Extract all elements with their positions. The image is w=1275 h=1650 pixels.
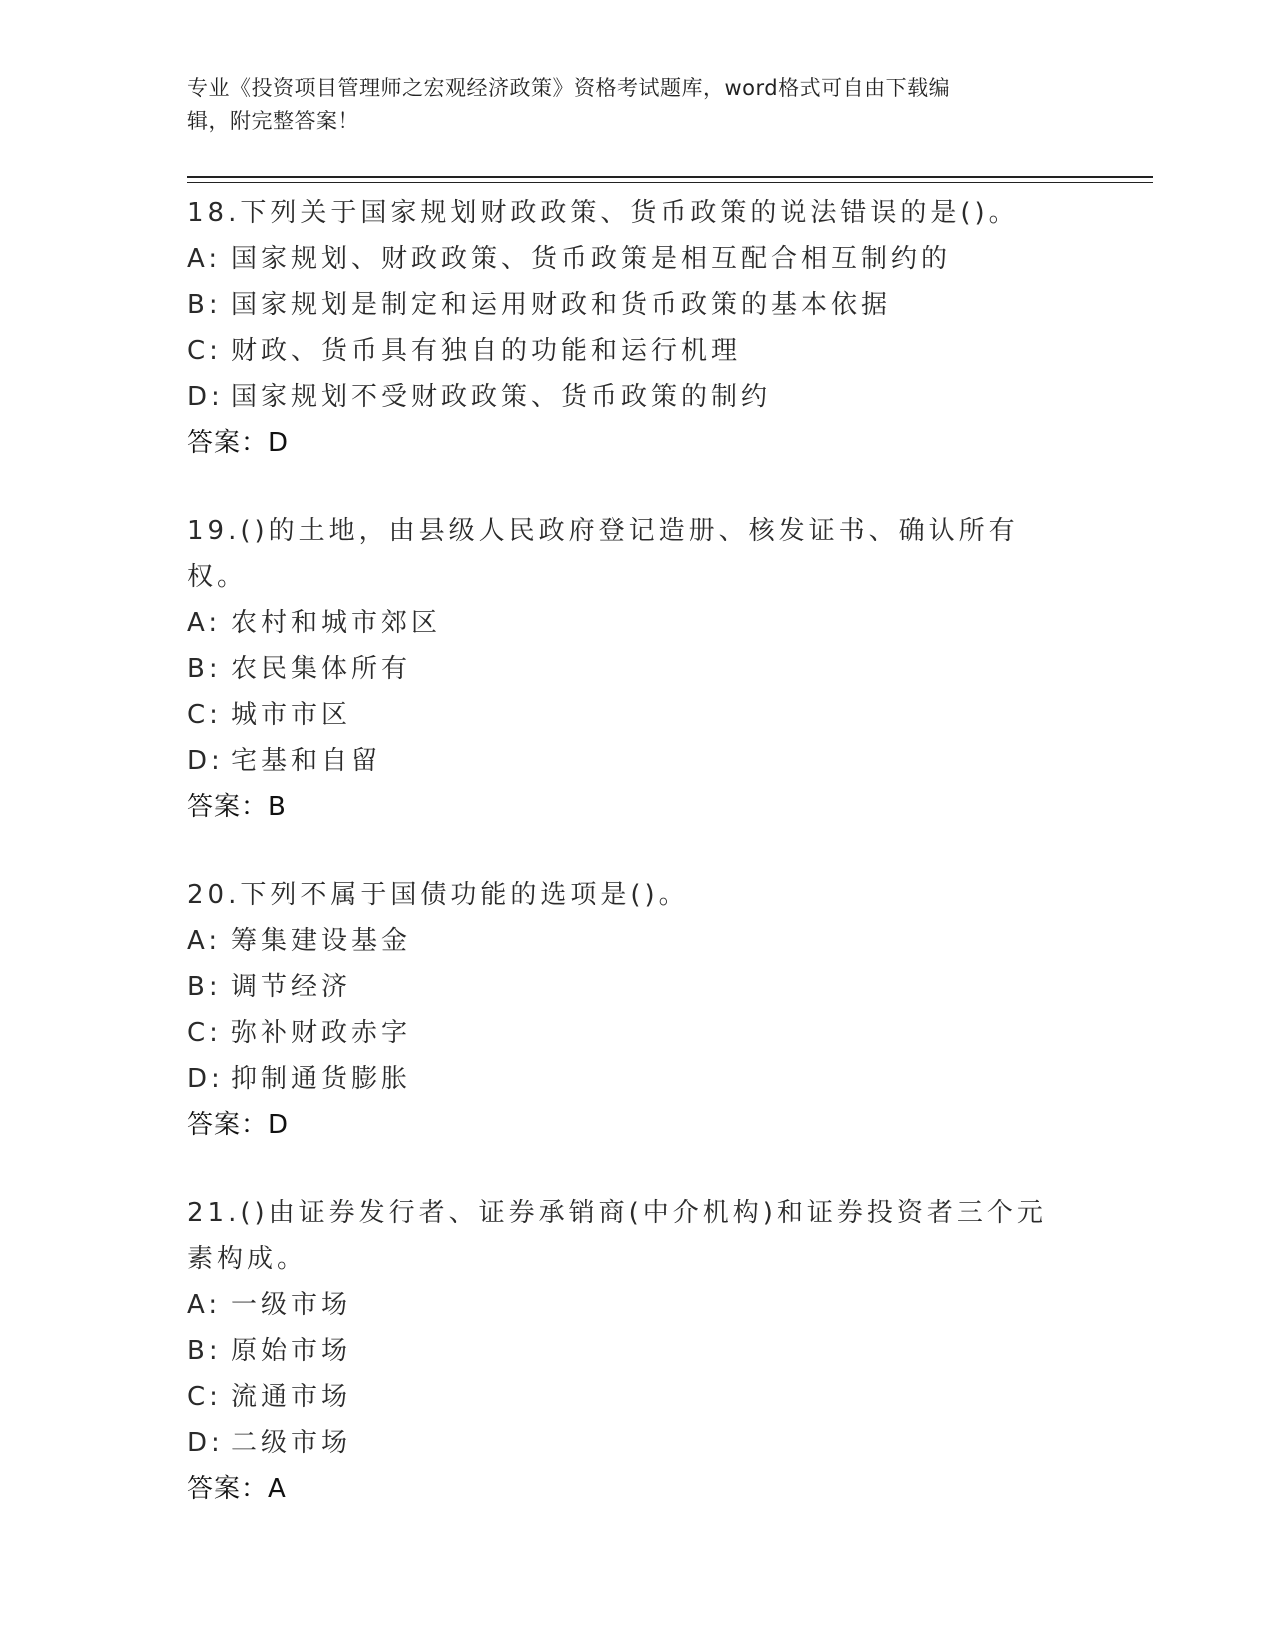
- option-letter: B:: [187, 1336, 222, 1366]
- option-a: [187, 1282, 1087, 1328]
- option-text: 国家规划是制定和运用财政和货币政策的基本依据: [231, 290, 892, 320]
- option-text: 原始市场: [231, 1336, 352, 1366]
- answer-value: B: [268, 792, 286, 822]
- option-letter: A:: [187, 608, 222, 638]
- document-header: [187, 72, 1067, 138]
- option-a: [187, 600, 1087, 646]
- answer-line: [187, 1466, 1087, 1512]
- option-d: [187, 374, 1087, 420]
- option-text: 国家规划不受财政政策、货币政策的制约: [231, 382, 772, 412]
- question-19: [187, 508, 1087, 830]
- option-text: 农民集体所有: [231, 654, 412, 684]
- option-c: [187, 1010, 1087, 1056]
- option-text: 二级市场: [231, 1428, 352, 1458]
- answer-label: 答案：: [187, 1110, 269, 1140]
- option-letter: A:: [187, 926, 222, 956]
- option-letter: B:: [187, 972, 222, 1002]
- answer-value: A: [268, 1474, 286, 1504]
- option-letter: D:: [187, 746, 224, 776]
- option-text: 宅基和自留: [231, 746, 382, 776]
- question-stem: 19.()的土地，由县级人民政府登记造册、核发证书、确认所有权。: [187, 516, 1019, 592]
- option-b: [187, 964, 1087, 1010]
- option-a: [187, 918, 1087, 964]
- header-line-2: 辑，附完整答案！: [187, 109, 359, 133]
- option-text: 弥补财政赤字: [231, 1018, 412, 1048]
- answer-label: 答案：: [187, 428, 269, 458]
- question-20: [187, 872, 1087, 1148]
- question-21: [187, 1190, 1087, 1512]
- option-d: [187, 1420, 1087, 1466]
- question-stem: 21.()由证券发行者、证券承销商(中介机构)和证券投资者三个元素构成。: [187, 1198, 1047, 1274]
- option-a: [187, 236, 1087, 282]
- header-line-1: 专业《投资项目管理师之宏观经济政策》资格考试题库，word格式可自由下载编: [187, 76, 951, 100]
- question-18: [187, 190, 1087, 466]
- question-stem: 20.下列不属于国债功能的选项是()。: [187, 880, 689, 910]
- option-text: 城市市区: [231, 700, 352, 730]
- option-letter: C:: [187, 1018, 222, 1048]
- option-c: [187, 1374, 1087, 1420]
- option-letter: A:: [187, 244, 222, 274]
- option-letter: C:: [187, 336, 222, 366]
- answer-line: [187, 1102, 1087, 1148]
- option-c: [187, 692, 1087, 738]
- option-text: 抑制通货膨胀: [231, 1064, 412, 1094]
- option-d: [187, 738, 1087, 784]
- answer-line: [187, 784, 1087, 830]
- option-text: 农村和城市郊区: [231, 608, 442, 638]
- option-text: 筹集建设基金: [231, 926, 412, 956]
- option-text: 流通市场: [231, 1382, 352, 1412]
- question-list: [187, 190, 1087, 1554]
- option-text: 一级市场: [231, 1290, 352, 1320]
- question-stem: 18.下列关于国家规划财政政策、货币政策的说法错误的是()。: [187, 198, 1019, 228]
- header-divider-thin: [187, 182, 1153, 183]
- option-b: [187, 282, 1087, 328]
- option-text: 国家规划、财政政策、货币政策是相互配合相互制约的: [231, 244, 952, 274]
- option-letter: C:: [187, 700, 222, 730]
- option-letter: A:: [187, 1290, 222, 1320]
- option-text: 调节经济: [231, 972, 352, 1002]
- option-text: 财政、货币具有独自的功能和运行机理: [231, 336, 742, 366]
- answer-label: 答案：: [187, 1474, 269, 1504]
- answer-value: D: [268, 428, 289, 458]
- option-b: [187, 646, 1087, 692]
- option-letter: D:: [187, 1064, 224, 1094]
- option-letter: C:: [187, 1382, 222, 1412]
- header-divider-thick: [187, 176, 1153, 178]
- answer-label: 答案：: [187, 792, 269, 822]
- option-letter: D:: [187, 382, 224, 412]
- option-letter: B:: [187, 654, 222, 684]
- answer-line: [187, 420, 1087, 466]
- option-letter: D:: [187, 1428, 224, 1458]
- answer-value: D: [268, 1110, 289, 1140]
- option-c: [187, 328, 1087, 374]
- option-b: [187, 1328, 1087, 1374]
- option-letter: B:: [187, 290, 222, 320]
- option-d: [187, 1056, 1087, 1102]
